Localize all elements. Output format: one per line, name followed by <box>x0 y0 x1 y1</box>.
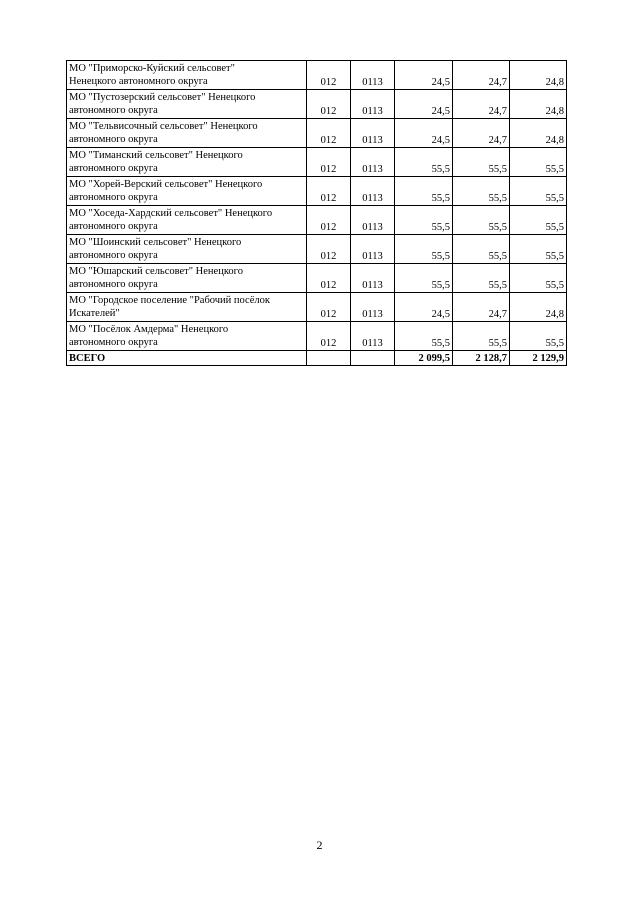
amount-year-2-cell: 24,7 <box>453 293 510 322</box>
table-row <box>67 293 567 322</box>
table-row <box>67 61 567 90</box>
municipality-name-line: МО "Юшарский сельсовет" Ненецкого <box>69 266 243 277</box>
section-code-cell: 0113 <box>351 293 395 322</box>
amount-year-3-cell: 55,5 <box>510 206 567 235</box>
municipality-name-line: автономного округа <box>69 279 158 290</box>
page-number: 2 <box>316 838 323 852</box>
total-label: ВСЕГО <box>67 351 307 366</box>
municipality-name-line: МО "Тиманский сельсовет" Ненецкого <box>69 150 243 161</box>
amount-year-1-cell: 55,5 <box>395 322 453 351</box>
amount-year-1-cell: 55,5 <box>395 206 453 235</box>
municipality-name-line: автономного округа <box>69 337 158 348</box>
municipality-name-line: Искателей" <box>69 308 120 319</box>
section-code-cell: 0113 <box>351 61 395 90</box>
municipality-name-line: МО "Шоинский сельсовет" Ненецкого <box>69 237 242 248</box>
ministry-code-cell: 012 <box>307 148 351 177</box>
amount-year-1-cell: 24,5 <box>395 61 453 90</box>
section-code-cell: 0113 <box>351 206 395 235</box>
amount-year-3-cell: 55,5 <box>510 177 567 206</box>
amount-year-3-cell: 24,8 <box>510 90 567 119</box>
total-value-3: 2 129,9 <box>510 351 567 366</box>
total-value-2: 2 128,7 <box>453 351 510 366</box>
municipality-name-cell <box>67 264 307 293</box>
municipality-name-line: Ненецкого автономного округа <box>69 76 208 87</box>
municipality-name-cell <box>67 61 307 90</box>
table-row <box>67 148 567 177</box>
total-value-1: 2 099,5 <box>395 351 453 366</box>
amount-year-1-cell: 55,5 <box>395 148 453 177</box>
municipality-name-line: МО "Пустозерский сельсовет" Ненецкого <box>69 92 256 103</box>
municipality-name-cell <box>67 119 307 148</box>
section-code-cell: 0113 <box>351 148 395 177</box>
table-row <box>67 322 567 351</box>
amount-year-2-cell: 55,5 <box>453 148 510 177</box>
amount-year-2-cell: 55,5 <box>453 264 510 293</box>
municipality-name-cell <box>67 90 307 119</box>
municipality-name-line: автономного округа <box>69 163 158 174</box>
municipality-name-line: МО "Посёлок Амдерма" Ненецкого <box>69 324 229 335</box>
amount-year-2-cell: 55,5 <box>453 235 510 264</box>
total-row <box>67 351 567 366</box>
amount-year-2-cell: 24,7 <box>453 61 510 90</box>
municipality-name-line: автономного округа <box>69 250 158 261</box>
budget-table <box>66 60 567 366</box>
ministry-code-cell: 012 <box>307 61 351 90</box>
municipality-name-cell <box>67 177 307 206</box>
total-empty-cell-2 <box>351 351 395 366</box>
table-row <box>67 177 567 206</box>
amount-year-3-cell: 55,5 <box>510 235 567 264</box>
amount-year-3-cell: 55,5 <box>510 322 567 351</box>
total-empty-cell-1 <box>307 351 351 366</box>
municipality-name-line: МО "Приморско-Куйский сельсовет" <box>69 63 235 74</box>
municipality-name-line: МО "Тельвисочный сельсовет" Ненецкого <box>69 121 258 132</box>
table-footer <box>67 351 567 366</box>
section-code-cell: 0113 <box>351 177 395 206</box>
amount-year-2-cell: 55,5 <box>453 177 510 206</box>
amount-year-3-cell: 24,8 <box>510 119 567 148</box>
municipality-name-line: автономного округа <box>69 192 158 203</box>
municipality-name-line: автономного округа <box>69 134 158 145</box>
table-row <box>67 235 567 264</box>
amount-year-2-cell: 55,5 <box>453 322 510 351</box>
table-row <box>67 264 567 293</box>
amount-year-1-cell: 55,5 <box>395 235 453 264</box>
ministry-code-cell: 012 <box>307 264 351 293</box>
amount-year-1-cell: 24,5 <box>395 293 453 322</box>
table-row <box>67 206 567 235</box>
municipality-name-cell <box>67 293 307 322</box>
section-code-cell: 0113 <box>351 119 395 148</box>
section-code-cell: 0113 <box>351 264 395 293</box>
ministry-code-cell: 012 <box>307 119 351 148</box>
ministry-code-cell: 012 <box>307 90 351 119</box>
municipality-name-cell <box>67 322 307 351</box>
amount-year-3-cell: 55,5 <box>510 148 567 177</box>
section-code-cell: 0113 <box>351 235 395 264</box>
municipality-name-cell <box>67 235 307 264</box>
section-code-cell: 0113 <box>351 90 395 119</box>
municipality-name-line: автономного округа <box>69 105 158 116</box>
amount-year-3-cell: 24,8 <box>510 61 567 90</box>
amount-year-1-cell: 55,5 <box>395 264 453 293</box>
amount-year-1-cell: 55,5 <box>395 177 453 206</box>
municipality-name-line: автономного округа <box>69 221 158 232</box>
amount-year-2-cell: 55,5 <box>453 206 510 235</box>
municipality-name-line: МО "Городское поселение "Рабочий посёлок <box>69 295 270 306</box>
amount-year-1-cell: 24,5 <box>395 90 453 119</box>
municipality-name-line: МО "Хоседа-Хардский сельсовет" Ненецкого <box>69 208 273 219</box>
table-row <box>67 119 567 148</box>
table-body <box>67 61 567 351</box>
ministry-code-cell: 012 <box>307 322 351 351</box>
municipality-name-cell <box>67 148 307 177</box>
municipality-name-cell <box>67 206 307 235</box>
amount-year-2-cell: 24,7 <box>453 119 510 148</box>
ministry-code-cell: 012 <box>307 206 351 235</box>
section-code-cell: 0113 <box>351 322 395 351</box>
amount-year-1-cell: 24,5 <box>395 119 453 148</box>
ministry-code-cell: 012 <box>307 235 351 264</box>
amount-year-3-cell: 24,8 <box>510 293 567 322</box>
amount-year-3-cell: 55,5 <box>510 264 567 293</box>
ministry-code-cell: 012 <box>307 177 351 206</box>
ministry-code-cell: 012 <box>307 293 351 322</box>
municipality-name-line: МО "Хорей-Верский сельсовет" Ненецкого <box>69 179 263 190</box>
table-row <box>67 90 567 119</box>
amount-year-2-cell: 24,7 <box>453 90 510 119</box>
